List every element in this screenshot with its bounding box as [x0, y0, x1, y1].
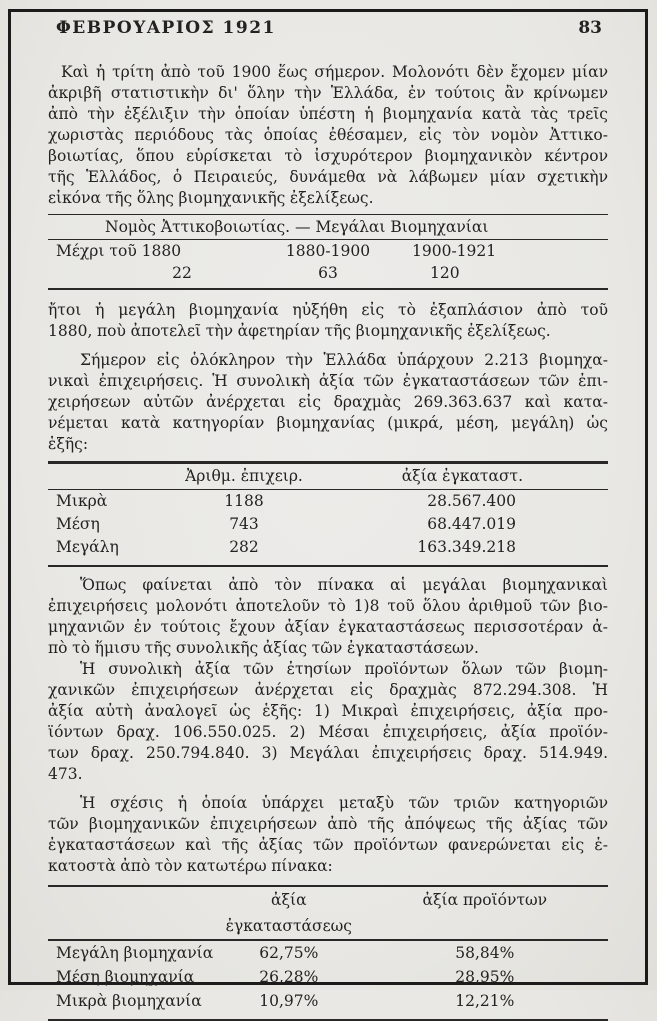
count-cell: 1188	[224, 492, 264, 510]
table-header-row	[48, 887, 608, 939]
text-line: νικαὶ ἐπιχειρήσεις. Ἡ συνολικὴ ἀξία τῶν ἐγκαταστάσεων τῶν ἐπι-	[48, 372, 608, 390]
text-line: τῶν βιομηχανικῶν ἐπιχειρήσεων ἀπὸ τῆς ἀπόψεως τῆς ἀξίας τῶν	[48, 815, 608, 833]
percent-cell: 62,75%	[259, 944, 319, 962]
text-line: Ὅπως φαίνεται ἀπὸ τὸν πίνακα αἱ μεγάλαι βιομηχανικαὶ	[80, 576, 608, 594]
text-line: βοιωτίας, ὅπου εὑρίσκεται τὸ ἰσχυρότερον βιομηχανικὸν κέντρον	[48, 147, 608, 165]
page-content	[48, 18, 608, 1021]
value-cell: 28.567.400	[427, 492, 516, 510]
text-line: χωριστὰς περιόδους τὰς ὁποίας ἐθέσαμεν, εἰς τὸν νομὸν Ἀττικο-	[48, 126, 608, 144]
text-line: ἐγκαταστάσεων καὶ τῆς ἀξίας τῶν προϊόντων φανερώνεται εἰς ἑ-	[48, 836, 608, 854]
table-rule	[48, 565, 608, 567]
text-line: Σήμερον εἰς ὁλόκληρον τὴν Ἑλλάδα ὑπάρχουν 2.213 βιομηχα-	[80, 351, 608, 369]
category-cell: Μεγάλη βιομηχανία	[56, 944, 214, 962]
count-cell: 282	[229, 538, 259, 556]
category-cell: Μέση βιομηχανία	[56, 968, 195, 986]
text-line: πὸ τὸ ἥμισυ τῆς συνολικῆς ἀξίας τῶν ἐγκαταστάσεων.	[48, 639, 479, 657]
text-line: χειρήσεων αὐτῶν ἀνέρχεται εἰς δραχμὰς 269.363.637 καὶ κατα-	[48, 393, 608, 411]
text-line: ἀξία αὐτὴ ἀναλογεῖ ὡς ἑξῆς: 1) Μικραὶ ἐπιχειρήσεις, ἀξία προ-	[48, 702, 608, 720]
table-row	[48, 490, 608, 513]
header-cell-empty	[48, 887, 216, 939]
header-cell: ἀξία ἐγκαταστ.	[401, 467, 524, 485]
table-enterprises-by-size	[48, 461, 608, 567]
table-row	[48, 513, 608, 536]
paragraph-ratio-intro	[48, 793, 608, 877]
period-cell: Μέχρι τοῦ 1880	[56, 242, 182, 260]
table-row	[48, 536, 608, 565]
table-header-row	[48, 464, 608, 489]
table-row	[48, 941, 608, 965]
category-cell: Μικρὰ βιομηχανία	[56, 992, 202, 1010]
text-line: των δραχ. 250.794.840. 3) Μεγάλαι ἐπιχειρήσεις δραχ. 514.949.	[48, 744, 608, 762]
text-line: κατοστὰ ἀπὸ τὸν κατωτέρω πίνακα:	[48, 857, 333, 875]
value-cell: 120	[430, 264, 460, 282]
value-cell: 22	[172, 264, 192, 282]
paragraph-large-share	[48, 575, 608, 659]
text-line: ἑξῆς:	[48, 435, 89, 453]
paragraph-intro	[48, 62, 608, 209]
table-row	[48, 965, 608, 989]
category-cell: Μέση	[56, 515, 100, 533]
value-cell: 63	[318, 264, 338, 282]
percent-cell: 28,95%	[455, 968, 515, 986]
page-number: 83	[578, 18, 602, 38]
text-line: εἰκόνα τῆς ὅλης βιομηχανικῆς ἐξελίξεως.	[48, 189, 374, 207]
count-cell: 743	[229, 515, 259, 533]
text-line: ἤτοι ἡ μεγάλη βιομηχανία ηὐξήθη εἰς τὸ ἑξαπλάσιον ἀπὸ τοῦ	[48, 301, 608, 319]
text-line: ϊόντων δραχ. 106.550.025. 2) Μέσαι ἐπιχειρήσεις, ἀξία προϊόν-	[48, 723, 608, 741]
table-large-industries-by-period	[48, 214, 608, 290]
text-line: ἐπιχειρήσεις μολονότι ἀποτελοῦν τὸ 1)8 τοῦ ὅλου ἀριθμοῦ τῶν βιο-	[48, 597, 608, 615]
paragraph-sixfold-growth	[48, 300, 608, 342]
text-line: Καὶ ἡ τρίτη ἀπὸ τοῦ 1900 ἕως σήμερον. Μολονότι δὲν ἔχομεν μίαν	[61, 63, 608, 81]
text-line: Ἡ σχέσις ἡ ὁποία ὑπάρχει μεταξὺ τῶν τριῶν κατηγοριῶν	[80, 794, 608, 812]
percent-cell: 58,84%	[455, 944, 515, 962]
table-rule	[48, 288, 608, 290]
text-line: ἀπὸ τὴν ἐξέλιξιν τὴν ὁποίαν ὑπέστη ἡ βιομηχανία κατὰ τὰς τρεῖς	[48, 105, 608, 123]
percent-cell: 10,97%	[259, 992, 319, 1010]
text-line: 1880, ποὺ ἀποτελεῖ τὴν ἀφετηρίαν τῆς βιομηχανικῆς ἐξελίξεως.	[48, 322, 551, 340]
category-cell: Μικρὰ	[56, 492, 108, 510]
paragraph-annual-products	[48, 659, 608, 785]
value-cell: 163.349.218	[417, 538, 516, 556]
text-line: μηχανιῶν ἐν τούτοις ἔχουν ἀξίαν ἐγκαταστάσεως περισσοτέραν ἀ-	[48, 618, 608, 636]
table-percentage-shares	[48, 885, 608, 1021]
text-line: Ἡ συνολικὴ ἀξία τῶν ἐτησίων προϊόντων ὅλων τῶν βιομη-	[80, 660, 608, 678]
period-cell: 1880-1900	[285, 242, 371, 260]
table-title: Νομὸς Ἀττικοβοιωτίας. — Μεγάλαι Βιομηχανίαι	[105, 218, 489, 236]
text-line: χανικῶν ἐπιχειρήσεων ἀνέρχεται εἰς δραχμὰς 872.294.308. Ἡ	[48, 681, 608, 699]
text-line: 473.	[48, 765, 83, 783]
journal-date-title: ΦΕΒΡΟΥΑΡΙΟΣ 1921	[56, 18, 276, 38]
paragraph-total-enterprises	[48, 350, 608, 455]
table-period-row	[48, 240, 608, 262]
header-cell: ἀξία προϊόντων	[422, 891, 548, 909]
page-header	[48, 18, 608, 38]
header-cell: Ἀριθμ. ἐπιχειρ.	[185, 467, 303, 485]
header-cell: ἀξία ἐγκαταστάσεως	[225, 891, 352, 935]
percent-cell: 12,21%	[455, 992, 515, 1010]
table-row	[48, 989, 608, 1019]
percent-cell: 26,28%	[259, 968, 319, 986]
value-cell: 68.447.019	[427, 515, 516, 533]
table-value-row	[48, 262, 608, 288]
header-cell-empty	[48, 464, 171, 489]
period-cell: 1900-1921	[412, 242, 497, 260]
text-line: νέμεται κατὰ κατηγορίαν βιομηχανίας (μικρά, μέση, μεγάλη) ὡς	[48, 414, 608, 432]
category-cell: Μεγάλη	[56, 538, 119, 556]
text-line: τῆς Ἑλλάδος, ὁ Πειραιεύς, δυνάμεθα νὰ λάβωμεν μίαν σχετικὴν	[48, 168, 608, 186]
text-line: ἀκριβῆ στατιστικὴν δι' ὅλην τὴν Ἑλλάδα, ἐν τούτοις ἂν κρίνωμεν	[48, 84, 608, 102]
